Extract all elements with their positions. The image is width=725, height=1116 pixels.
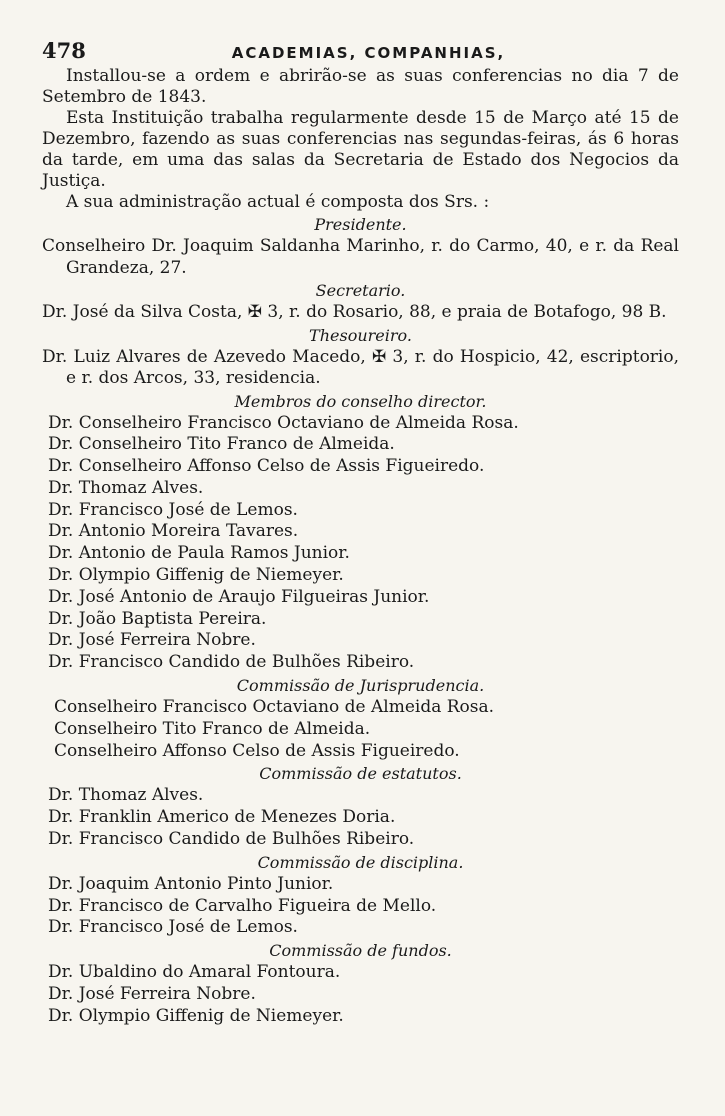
list-item: Dr. Antonio Moreira Tavares. (48, 521, 299, 542)
list-item: Conselheiro Tito Franco de Almeida. (54, 718, 371, 739)
section-title-estatutos: Commissão de estatutos. (259, 764, 462, 784)
list-item: Dr. Joaquim Antonio Pinto Junior. (48, 873, 334, 894)
list-item: Dr. Antonio de Paula Ramos Junior. (48, 543, 350, 564)
fundos-member-list (42, 962, 679, 1027)
presidente-entry: Conselheiro Dr. Joaquim Saldanha Marinho, r. do Carmo, 40, e r. da Real Grandeza, 27. (42, 236, 679, 278)
list-item: Dr. Franklin Americo de Menezes Doria. (48, 807, 396, 828)
intro-paragraph-2: Esta Instituição trabalha regularmente desde 15 de Março até 15 de Dezembro, fazendo as suas conferencias nas segundas-feiras, ás 6 horas da tarde, em uma das salas da Secretaria de Estado dos Negocios da Justiça. (42, 108, 679, 191)
list-item: Dr. Thomaz Alves. (48, 785, 204, 806)
list-item: Dr. Conselheiro Francisco Octaviano de Almeida Rosa. (48, 412, 519, 433)
list-item: Dr. Francisco de Carvalho Figueira de Mello. (48, 895, 437, 916)
section-title-presidente: Presidente. (314, 215, 407, 234)
list-item: Dr. Olympio Giffenig de Niemeyer. (48, 565, 344, 586)
list-item: Dr. Ubaldino do Amaral Fontoura. (48, 962, 341, 983)
running-title: ACADEMIAS, COMPANHIAS, (231, 44, 506, 62)
list-item: Dr. Conselheiro Affonso Celso de Assis Figueiredo. (48, 456, 485, 477)
secretario-entry: Dr. José da Silva Costa, ✠ 3, r. do Rosario, 88, e praia de Botafogo, 98 B. (42, 302, 667, 322)
jurisprudencia-member-list (42, 697, 679, 762)
list-item: Conselheiro Francisco Octaviano de Almeida Rosa. (54, 697, 495, 718)
list-item: Dr. José Antonio de Araujo Filgueiras Junior. (48, 586, 430, 607)
intro-paragraph-1: Installou-se a ordem e abrirão-se as suas conferencias no dia 7 de Setembro de 1843. (42, 66, 679, 107)
section-title-secretario: Secretario. (315, 281, 406, 300)
estatutos-member-list (42, 785, 679, 850)
conselho-member-list (42, 413, 679, 675)
section-title-jurisprudencia: Commissão de Jurisprudencia. (236, 676, 485, 696)
section-title-thesoureiro: Thesoureiro. (309, 325, 412, 345)
list-item: Dr. Conselheiro Tito Franco de Almeida. (48, 434, 395, 455)
list-item: Dr. Francisco José de Lemos. (48, 917, 298, 938)
thesoureiro-entry: Dr. Luiz Alvares de Azevedo Macedo, ✠ 3, r. do Hospicio, 42, escriptorio, e r. dos Arcos, 33, residencia. (42, 346, 679, 388)
list-item: Dr. Thomaz Alves. (48, 477, 204, 498)
running-head (42, 38, 679, 66)
page-number: 478 (42, 38, 86, 63)
list-item: Dr. Francisco Candido de Bulhões Ribeiro. (48, 829, 415, 850)
section-title-conselho: Membros do conselho director. (234, 391, 487, 411)
section-title-disciplina: Commissão de disciplina. (257, 852, 464, 872)
list-item: Dr. Francisco José de Lemos. (48, 499, 298, 520)
section-title-fundos: Commissão de fundos. (269, 941, 452, 961)
disciplina-member-list (42, 874, 679, 939)
list-item: Dr. José Ferreira Nobre. (48, 984, 256, 1005)
list-item: Dr. Olympio Giffenig de Niemeyer. (48, 1005, 344, 1026)
intro-paragraph-3: A sua administração actual é composta dos Srs. : (66, 192, 490, 212)
list-item: Dr. Francisco Candido de Bulhões Ribeiro. (48, 652, 415, 673)
list-item: Conselheiro Affonso Celso de Assis Figueiredo. (54, 740, 460, 761)
list-item: Dr. José Ferreira Nobre. (48, 630, 256, 651)
list-item: Dr. João Baptista Pereira. (48, 608, 267, 629)
